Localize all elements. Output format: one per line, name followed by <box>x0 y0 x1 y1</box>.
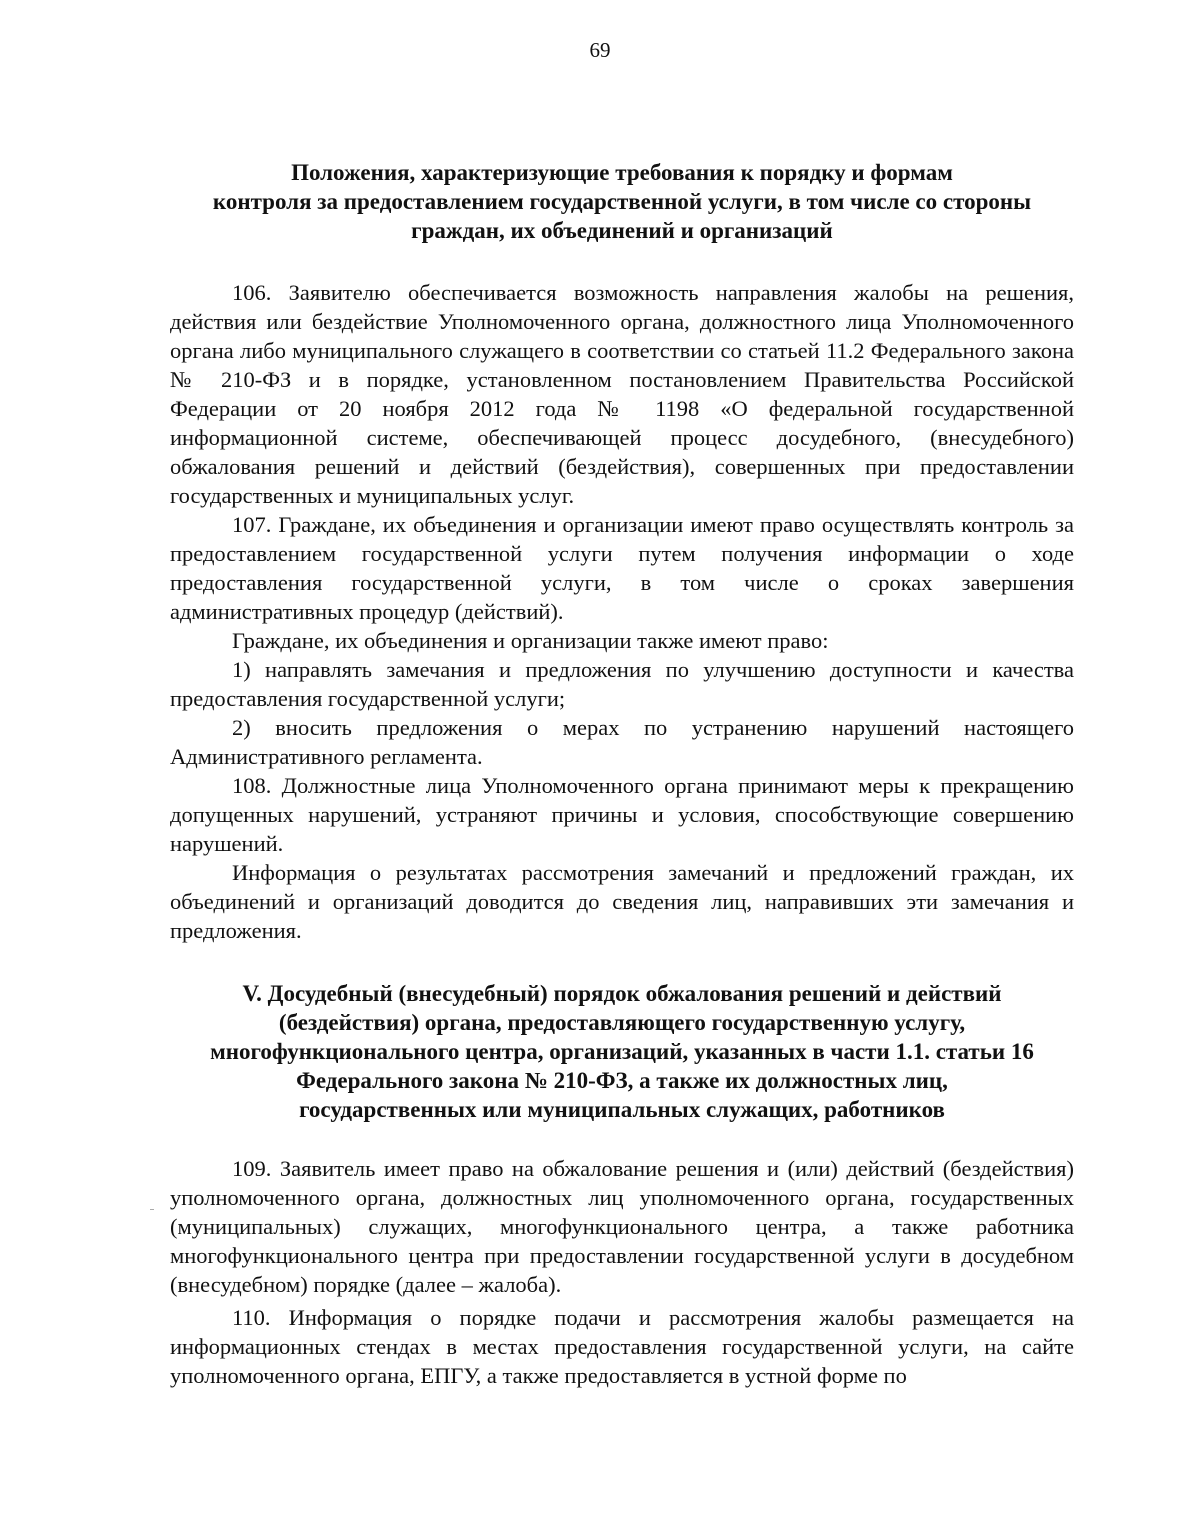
section-heading-control <box>170 158 1074 245</box>
heading-line: Федерального закона № 210-ФЗ, а также их должностных лиц, <box>296 1068 948 1093</box>
margin-mark <box>150 1209 154 1210</box>
heading-line: контроля за предоставлением государственной услуги, в том числе со стороны <box>212 189 1032 214</box>
section-heading-appeal <box>170 979 1074 1124</box>
page-number: 69 <box>589 38 611 62</box>
heading-line: Положения, характеризующие требования к порядку и формам <box>291 160 953 185</box>
heading-line: государственных или муниципальных служащих, работников <box>299 1097 945 1122</box>
paragraph-107: 107. Граждане, их объединения и организации имеют право осуществлять контроль за предоставлением государственной услуги путем получения информации о ходе предоставления государственной услуги, в том числе о сроках завершения административных процедур (действий). <box>170 512 1074 624</box>
heading-line: многофункционального центра, организаций, указанных в части 1.1. статьи 16 <box>210 1039 1034 1064</box>
list-item-1: 1) направлять замечания и предложения по улучшению доступности и качества предоставления государственной услуги; <box>170 657 1074 711</box>
page-content <box>170 158 1074 1390</box>
paragraph-rights-intro: Граждане, их объединения и организации также имеют право: <box>232 628 829 653</box>
heading-line: V. Досудебный (внесудебный) порядок обжалования решений и действий <box>242 981 1002 1006</box>
list-item-2: 2) вносить предложения о мерах по устранению нарушений настоящего Административного регламента. <box>170 715 1074 769</box>
paragraph-106: 106. Заявителю обеспечивается возможность направления жалобы на решения, действия или бездействие Уполномоченного органа, должностного лица Уполномоченного органа либо муниципального служащего в соответствии со статьей 11.2 Федерального закона № 210-ФЗ и в порядке, установленном постановлением Правительства Российской Федерации от 20 ноября 2012 года № 1198 «О федеральной государственной информационной системе, обеспечивающей процесс досудебного, (внесудебного) обжалования решений и действий (бездействия), совершенных при предоставлении государственных и муниципальных услуг. <box>170 280 1074 508</box>
paragraph-108: 108. Должностные лица Уполномоченного органа принимают меры к прекращению допущенных нарушений, устраняют причины и условия, способствующие совершению нарушений. <box>170 773 1074 856</box>
paragraph-110: 110. Информация о порядке подачи и рассмотрения жалобы размещается на информационных стендах в местах предоставления государственной услуги, на сайте уполномоченного органа, ЕПГУ, а также предоставляется в устной форме по <box>170 1305 1074 1388</box>
paragraph-results-info: Информация о результатах рассмотрения замечаний и предложений граждан, их объединений и организаций доводится до сведения лиц, направивших эти замечания и предложения. <box>170 860 1074 943</box>
paragraph-109: 109. Заявитель имеет право на обжалование решения и (или) действий (бездействия) уполномоченного органа, должностных лиц уполномоченного органа, государственных (муниципальных) служащих, многофункционального центра, а также работника многофункционального центра при предоставлении государственной услуги в досудебном (внесудебном) порядке (далее – жалоба). <box>170 1156 1074 1297</box>
heading-line: (бездействия) органа, предоставляющего государственную услугу, <box>278 1010 966 1035</box>
heading-line: граждан, их объединений и организаций <box>411 218 833 243</box>
